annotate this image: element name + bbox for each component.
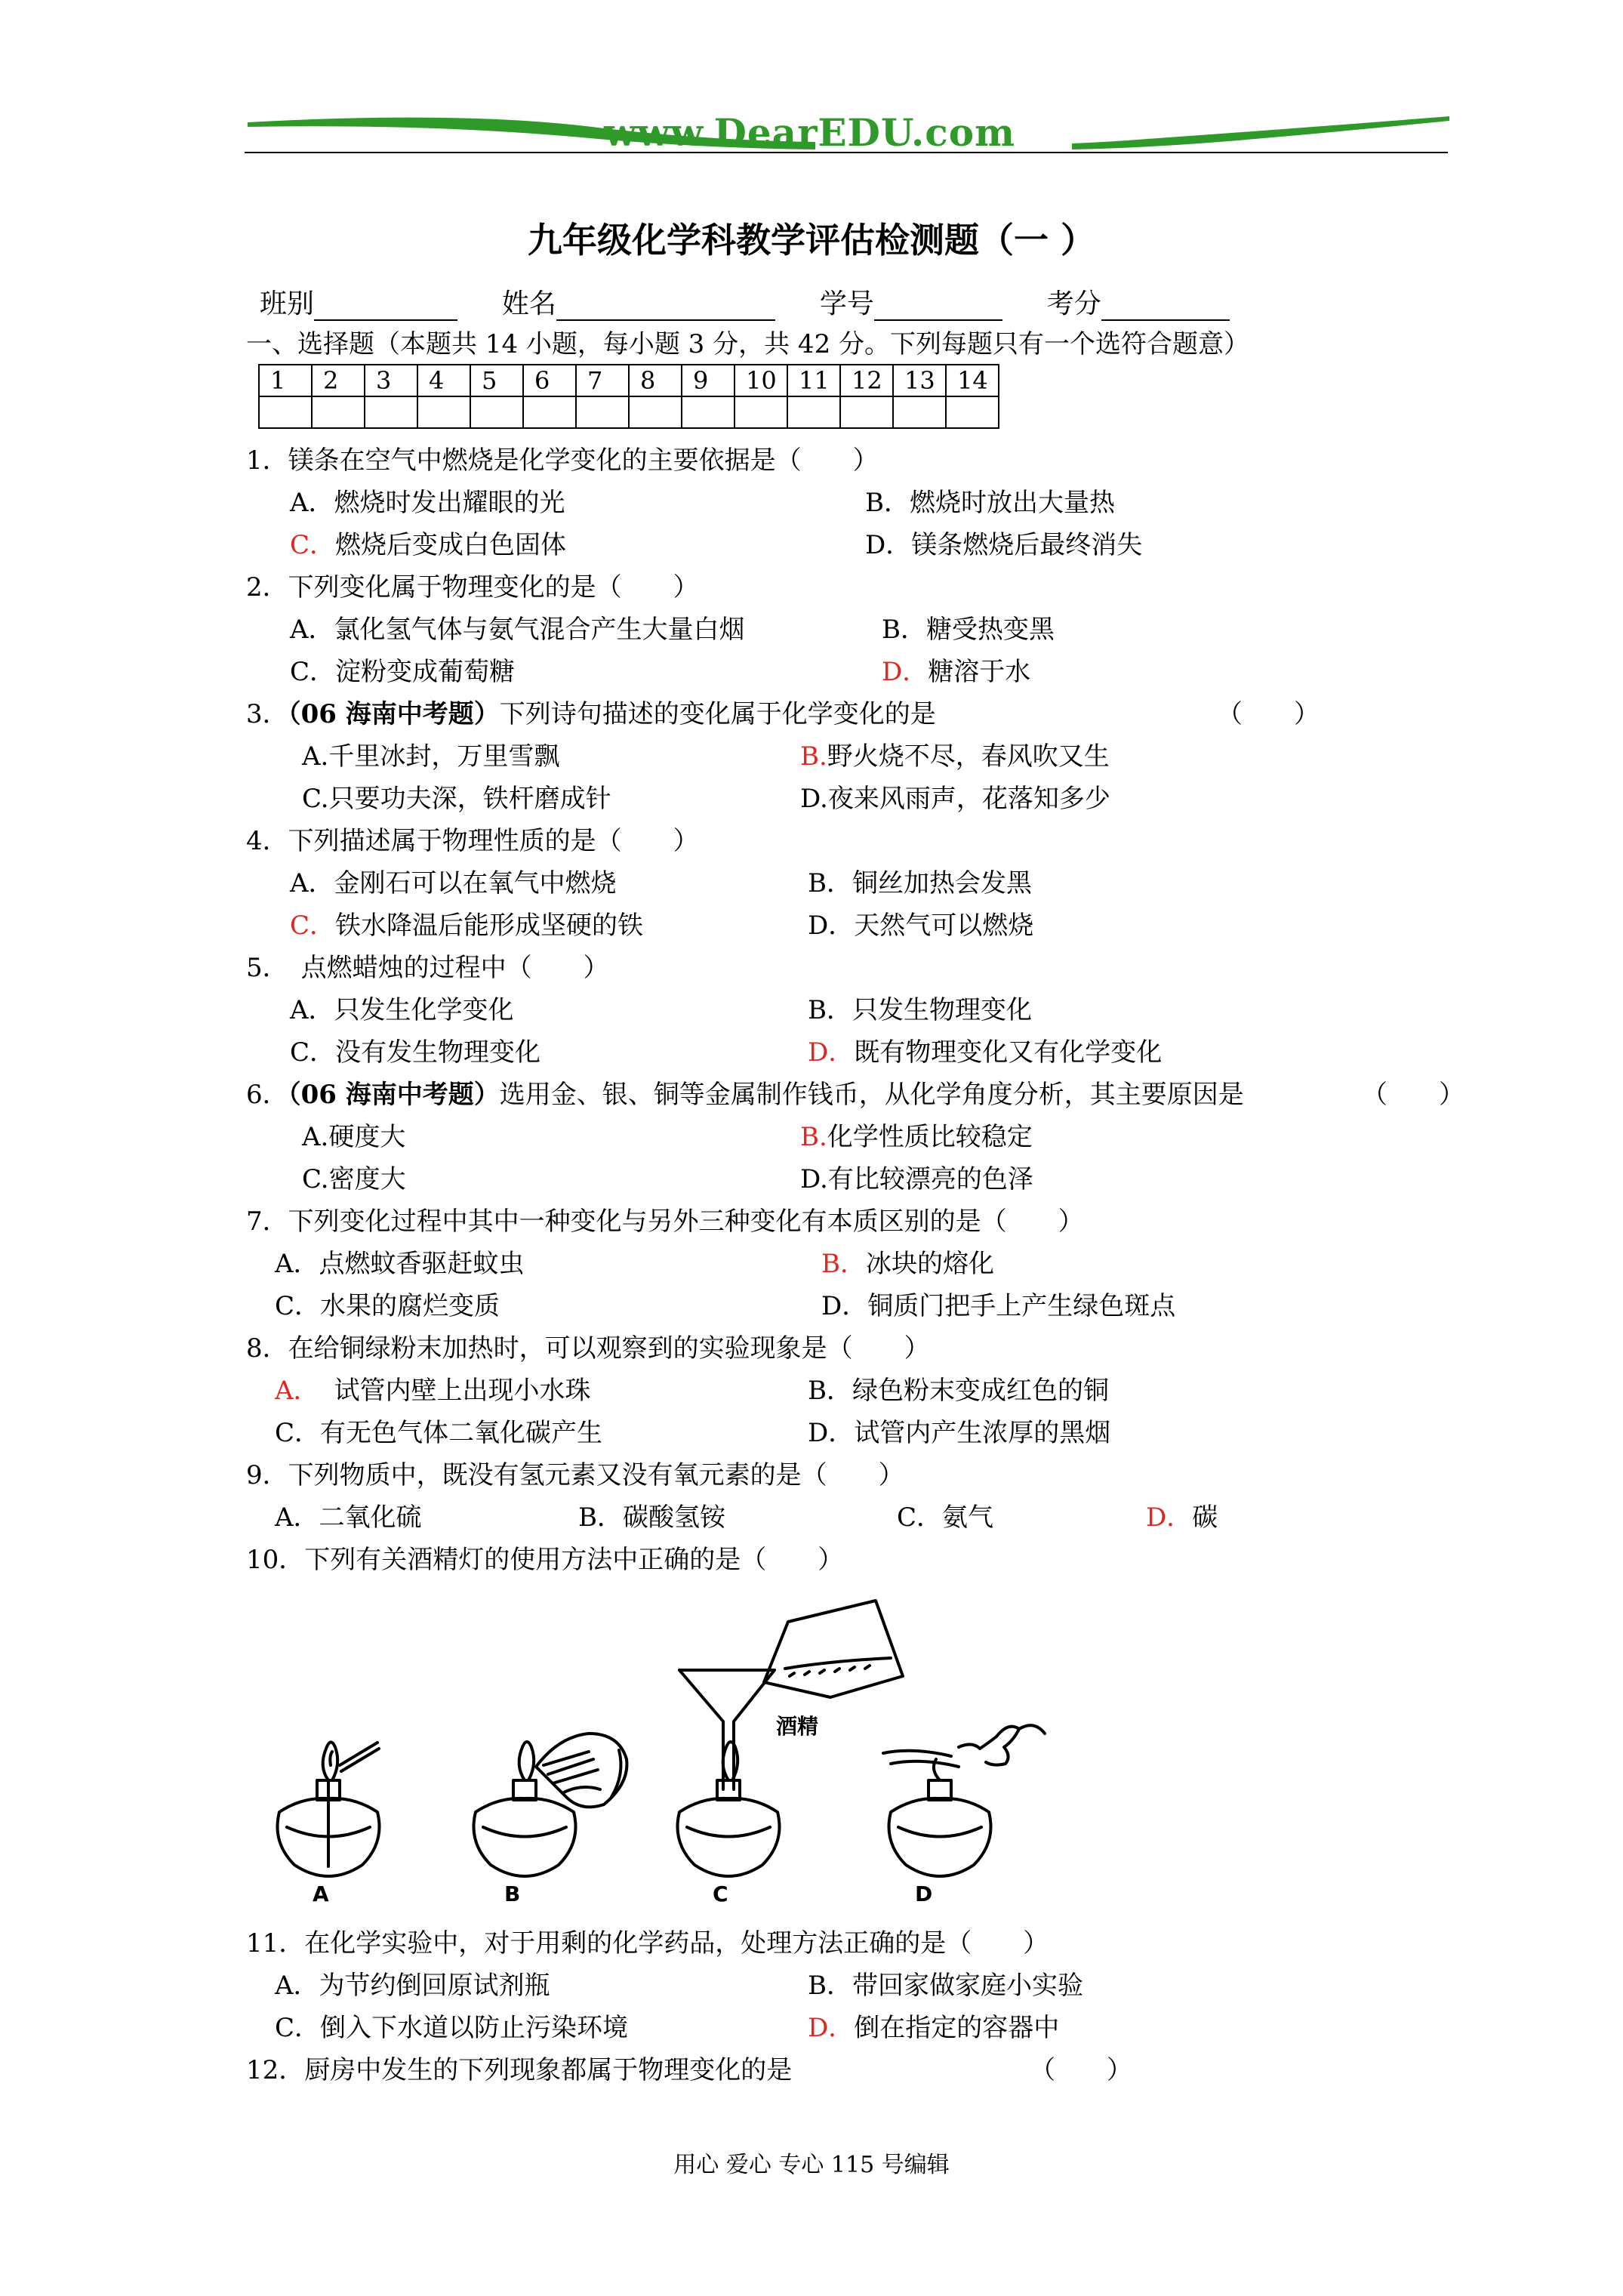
q1-c-letter: C． (290, 530, 336, 560)
score-label: 考分 (1046, 288, 1101, 319)
q7-b-text: 冰块的熔化 (866, 1249, 994, 1279)
funnel-label: 酒精 (776, 1714, 819, 1739)
q2-option-a: A．氯化氢气体与氨气混合产生大量白烟 (290, 615, 745, 645)
q6-b-letter: B. (800, 1122, 827, 1152)
q11-d-letter: D． (808, 2013, 855, 2043)
q5-d-letter: D． (808, 1037, 855, 1068)
q8-stem: 8．在给铜绿粉末加热时，可以观察到的实验现象是（ ） (246, 1333, 930, 1364)
q11-stem: 11．在化学实验中，对于用剩的化学药品，处理方法正确的是（ ） (246, 1928, 1049, 1959)
q5-d-text: 既有物理变化又有化学变化 (854, 1037, 1163, 1068)
answer-number: 10 (735, 365, 787, 396)
q11-d-text: 倒在指定的容器中 (854, 2013, 1060, 2043)
q4-option-a: A．金刚石可以在氧气中燃烧 (290, 868, 617, 898)
score-field[interactable] (1101, 295, 1230, 321)
q4-option-d: D．天然气可以燃烧 (808, 911, 1034, 941)
answer-cell[interactable] (946, 396, 999, 428)
q6-option-a: A.硬度大 (302, 1122, 406, 1152)
q1-option-c (290, 530, 566, 560)
q3-option-b (800, 741, 1110, 772)
answer-cell[interactable] (470, 396, 523, 428)
q7-option-c: C．水果的腐烂变质 (275, 1291, 500, 1321)
q9-option-a: A．二氧化硫 (275, 1502, 422, 1533)
answer-number: 13 (893, 365, 946, 396)
q8-option-c: C．有无色气体二氧化碳产生 (275, 1418, 603, 1448)
answer-cell[interactable] (735, 396, 787, 428)
answer-cell[interactable] (417, 396, 470, 428)
q7-option-d: D．铜质门把手上产生绿色斑点 (821, 1291, 1176, 1321)
q3-option-d: D.夜来风雨声，花落知多少 (800, 784, 1110, 814)
header-site-name: www.DearEDU.com (604, 110, 1016, 155)
q9-stem: 9．下列物质中，既没有氢元素又没有氧元素的是（ ） (246, 1460, 904, 1490)
q11-option-d (808, 2013, 1059, 2043)
q2-d-text: 糖溶于水 (928, 657, 1031, 687)
answer-number: 2 (312, 365, 365, 396)
answer-cell[interactable] (312, 396, 365, 428)
q10-stem: 10．下列有关酒精灯的使用方法中正确的是（ ） (246, 1545, 844, 1575)
q6-b-text: 化学性质比较稳定 (827, 1122, 1033, 1152)
q4-c-letter: C． (290, 911, 336, 941)
q3-number: 3． (246, 699, 288, 729)
q5-option-a: A．只发生化学变化 (290, 995, 514, 1025)
answer-cell[interactable] (259, 396, 312, 428)
answer-cell[interactable] (523, 396, 576, 428)
q6-stem-text: 选用金、银、铜等金属制作钱币，从化学角度分析，其主要原因是 (499, 1080, 1244, 1110)
q2-option-c: C．淀粉变成葡萄糖 (290, 657, 516, 687)
q2-d-letter: D． (882, 657, 929, 687)
q1-option-b: B．燃烧时放出大量热 (865, 488, 1115, 518)
lamp-a-drawing (278, 1742, 380, 1876)
answer-cell[interactable] (365, 396, 417, 428)
q3-option-a: A.千里冰封，万里雪飘 (302, 741, 560, 772)
answer-number: 7 (576, 365, 629, 396)
number-label: 学号 (819, 288, 874, 319)
lamp-b-drawing (474, 1734, 627, 1876)
answer-table-blank-row (259, 396, 999, 428)
q9-option-c: C．氨气 (897, 1502, 994, 1533)
q6-number: 6． (246, 1080, 288, 1110)
q7-option-b (821, 1249, 994, 1279)
q5-stem: 5． 点燃蜡烛的过程中（ ） (246, 953, 609, 983)
q8-option-b: B．绿色粉末变成红色的铜 (808, 1376, 1109, 1406)
figure-label-d: D (915, 1881, 933, 1906)
q2-stem: 2．下列变化属于物理变化的是（ ） (246, 572, 699, 603)
q7-stem: 7．下列变化过程中其中一种变化与另外三种变化有本质区别的是（ ） (246, 1207, 1084, 1237)
q9-d-letter: D． (1146, 1502, 1193, 1533)
q6-option-d: D.有比较漂亮的色泽 (800, 1164, 1033, 1194)
q11-option-c: C．倒入下水道以防止污染环境 (275, 2013, 629, 2043)
q4-option-c (290, 911, 643, 941)
q3-source: （06 海南中考题） (288, 699, 500, 729)
q9-option-b: B．碳酸氢铵 (578, 1502, 725, 1533)
answer-number: 14 (946, 365, 999, 396)
answer-number: 9 (682, 365, 735, 396)
answer-number: 12 (840, 365, 893, 396)
q6-stem (246, 1080, 1244, 1110)
q3-stem-text: 下列诗句描述的变化属于化学变化的是 (499, 699, 936, 729)
answer-table (258, 364, 999, 429)
q1-option-a: A．燃烧时发出耀眼的光 (290, 488, 565, 518)
page-footer: 用心 爱心 专心 115 号编辑 (673, 2152, 950, 2178)
class-field[interactable] (314, 295, 457, 321)
answer-number: 11 (787, 365, 840, 396)
q2-option-b: B．糖受热变黑 (882, 615, 1055, 645)
section-heading: 一、选择题（本题共 14 小题，每小题 3 分，共 42 分。下列每题只有一个选符合题意） (246, 329, 1250, 359)
answer-cell[interactable] (682, 396, 735, 428)
q2-option-d (882, 657, 1030, 687)
q7-option-a: A．点燃蚊香驱赶蚊虫 (275, 1249, 525, 1279)
q6-option-c: C.密度大 (302, 1164, 406, 1194)
q5-option-c: C．没有发生物理变化 (290, 1037, 541, 1068)
figure-label-a: A (313, 1881, 329, 1906)
name-label: 姓名 (501, 288, 556, 319)
answer-number: 1 (259, 365, 312, 396)
q9-option-d (1146, 1502, 1218, 1533)
name-field[interactable] (556, 295, 775, 321)
q8-a-text: 试管内壁上出现小水珠 (334, 1376, 591, 1406)
answer-number: 6 (523, 365, 576, 396)
q3-b-letter: B. (800, 741, 827, 772)
q5-option-d (808, 1037, 1162, 1068)
q1-c-text: 燃烧后变成白色固体 (335, 530, 567, 560)
q11-option-a: A．为节约倒回原试剂瓶 (275, 1971, 550, 2001)
answer-table-number-row (259, 365, 999, 396)
q3-option-c: C.只要功夫深，铁杆磨成针 (302, 784, 611, 814)
q8-option-d: D．试管内产生浓厚的黑烟 (808, 1418, 1111, 1448)
answer-cell[interactable] (840, 396, 893, 428)
alcohol-lamp-figure (257, 1586, 1102, 1918)
q6-option-b (800, 1122, 1033, 1152)
q1-option-d: D．镁条燃烧后最终消失 (865, 530, 1143, 560)
q12-paren: （ ） (1030, 2055, 1132, 2085)
q6-paren: （ ） (1362, 1080, 1464, 1110)
answer-number: 3 (365, 365, 417, 396)
q1-stem: 1．镁条在空气中燃烧是化学变化的主要依据是（ ） (246, 445, 879, 476)
class-label: 班别 (260, 288, 315, 319)
lamp-d-drawing (883, 1725, 1045, 1876)
figure-label-b: B (504, 1881, 521, 1906)
answer-cell[interactable] (576, 396, 629, 428)
q4-stem: 4．下列描述属于物理性质的是（ ） (246, 826, 699, 856)
q7-b-letter: B． (821, 1249, 866, 1279)
q8-option-a (275, 1376, 591, 1406)
q6-source: （06 海南中考题） (288, 1080, 500, 1110)
q11-option-b: B．带回家做家庭小实验 (808, 1971, 1083, 2001)
answer-cell[interactable] (787, 396, 840, 428)
answer-number: 5 (470, 365, 523, 396)
q4-option-b: B．铜丝加热会发黑 (808, 868, 1032, 898)
figure-label-c: C (713, 1881, 728, 1906)
q12-stem: 12．厨房中发生的下列现象都属于物理变化的是 (246, 2055, 793, 2085)
q4-c-text: 铁水降温后能形成坚硬的铁 (335, 911, 644, 941)
info-line (260, 282, 1230, 321)
page-title: 九年级化学科教学评估检测题（一 ） (527, 220, 1095, 260)
q3-b-text: 野火烧不尽，春风吹又生 (827, 741, 1110, 772)
number-field[interactable] (874, 295, 1002, 321)
q9-d-text: 碳 (1192, 1502, 1218, 1533)
q3-paren: （ ） (1217, 699, 1320, 729)
q8-a-letter: A． (275, 1376, 319, 1406)
answer-cell[interactable] (893, 396, 946, 428)
q3-stem (246, 699, 936, 729)
answer-cell[interactable] (629, 396, 682, 428)
answer-number: 4 (417, 365, 470, 396)
q5-option-b: B．只发生物理变化 (808, 995, 1032, 1025)
answer-number: 8 (629, 365, 682, 396)
